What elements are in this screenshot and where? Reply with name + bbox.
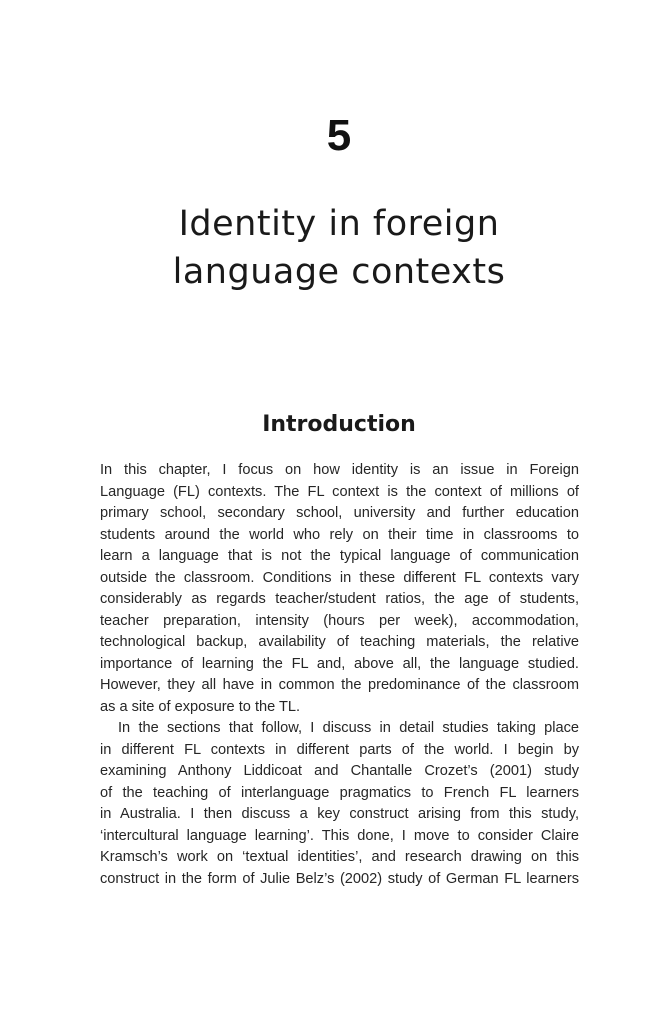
text-line: outside the classroom. Conditions in these different FL contexts vary — [100, 569, 579, 586]
text-line: ‘intercultural language learning’. This done, I move to consider Claire — [100, 827, 579, 844]
chapter-title-line: language contexts — [172, 252, 506, 292]
text-line: In this chapter, I focus on how identity is an issue in Foreign — [100, 462, 579, 478]
body-text — [100, 460, 579, 890]
text-line: teacher preparation, intensity (hours per week), accommodation, — [100, 612, 579, 629]
chapter-number: 5 — [326, 111, 352, 160]
chapter-title — [0, 200, 650, 296]
text-line: in different FL contexts in different parts of the world. I begin by — [100, 741, 579, 758]
text-line: considerably as regards teacher/student ratios, the age of students, — [100, 591, 579, 607]
text-line: technological backup, availability of teaching materials, the relative — [100, 634, 579, 650]
paragraph — [100, 460, 579, 718]
paragraph — [100, 718, 579, 890]
text-line: of the teaching of interlanguage pragmatics to French FL learners — [100, 784, 579, 801]
chapter-title-line: Identity in foreign — [178, 204, 500, 244]
text-line: construct in the form of Julie Belz’s (2002) study of German FL learners — [100, 870, 579, 887]
text-line: Kramsch’s work on ‘textual identities’, and research drawing on this — [100, 849, 579, 865]
text-line: as a site of exposure to the TL. — [100, 698, 301, 715]
text-line: However, they all have in common the predominance of the classroom — [100, 677, 579, 693]
text-line: students around the world who rely on their time in classrooms to — [100, 526, 579, 543]
text-line: importance of learning the FL and, above all, the language studied. — [100, 655, 579, 672]
section-heading: Introduction — [262, 412, 416, 437]
text-line: learn a language that is not the typical language of communication — [100, 548, 579, 564]
text-line: examining Anthony Liddicoat and Chantalle Crozet’s (2001) study — [100, 763, 579, 779]
text-line: primary school, secondary school, university and further education — [100, 505, 579, 521]
text-line: in Australia. I then discuss a key construct arising from this study, — [100, 806, 579, 822]
text-line: Language (FL) contexts. The FL context is the context of millions of — [100, 483, 579, 500]
text-line: In the sections that follow, I discuss in detail studies taking place — [118, 720, 579, 736]
